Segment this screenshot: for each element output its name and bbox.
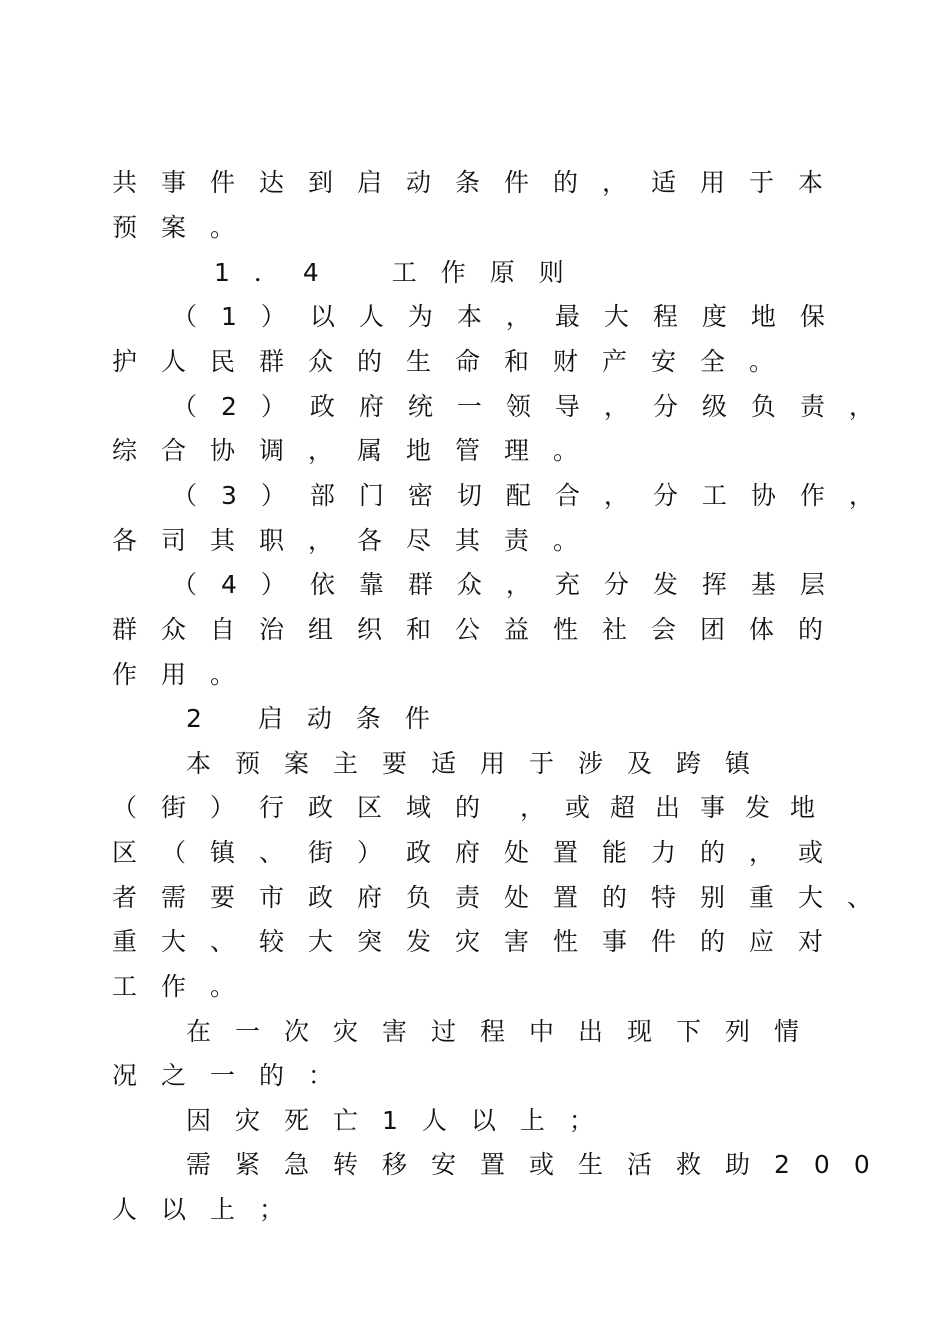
text-line: 共事件达到启动条件的，适用于本 (112, 168, 848, 197)
text-line: （4）依靠群众，充分发挥基层 (172, 570, 849, 599)
section-heading: 2 启动条件 (186, 704, 454, 733)
text-line: ，或超出事发地 (520, 793, 836, 822)
text-line: 区（镇、街）政府处置能力的，或 (112, 838, 848, 867)
text-line: （3）部门密切配合，分工协作， (172, 481, 898, 510)
text-line: 况之一的： (112, 1061, 358, 1090)
text-line: 各司其职，各尽其责。 (112, 526, 603, 555)
section-heading: 1．4 工作原则 (214, 258, 588, 287)
text-line: 因灾死亡1人以上； (186, 1106, 618, 1135)
text-line: 人以上； (112, 1195, 309, 1224)
text-line: 预案。 (112, 213, 260, 242)
text-line: 在一次灾害过程中出现下列情 (186, 1017, 824, 1046)
text-line: 护人民群众的生命和财产安全。 (112, 347, 799, 376)
text-line: 群众自治组织和公益性社会团体的 (112, 615, 848, 644)
text-line: 者需要市政府负责处置的特别重大、 (112, 883, 897, 912)
text-line: 工作。 (112, 972, 260, 1001)
text-line: （1）以人为本，最大程度地保 (172, 302, 849, 331)
text-line: （街）行政区域的 (112, 793, 505, 822)
text-line: 重大、较大突发灾害性事件的应对 (112, 927, 848, 956)
text-line: （2）政府统一领导，分级负责， (172, 392, 898, 421)
text-line: 需紧急转移安置或生活救助200 (186, 1150, 894, 1179)
text-line: 综合协调，属地管理。 (112, 436, 603, 465)
text-line: 作用。 (112, 660, 260, 689)
text-line: 本预案主要适用于涉及跨镇 (186, 749, 775, 778)
